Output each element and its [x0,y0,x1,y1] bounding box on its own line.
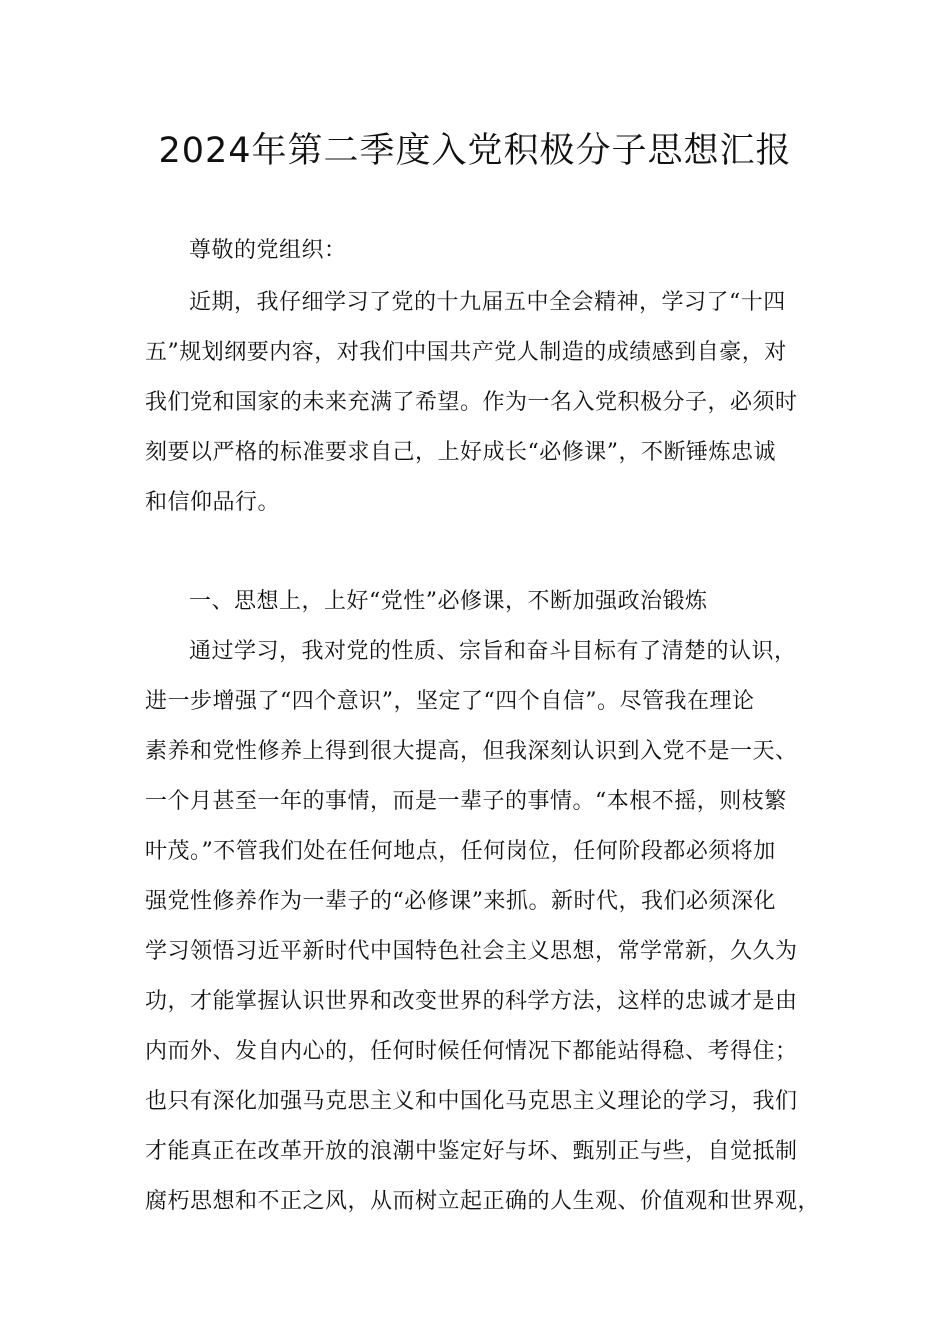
salutation-text: 尊敬的党组织： [189,238,347,263]
section-heading-text: 一、思想上，上好“党性”必修课，不断加强政治锻炼 [189,589,708,614]
text-line: 素养和党性修养上得到很大提高，但我深刻认识到入党不是一天、 [145,739,798,764]
text-line: 才能真正在改革开放的浪潮中鉴定好与坏、甄别正与些，自觉抵制 [145,1139,798,1164]
document-title: 2024年第二季度入党积极分子思想汇报 [158,131,792,171]
text-line: 一个月甚至一年的事情，而是一辈子的事情。“本根不摇，则枝繁 [145,789,787,814]
paragraph-section1 [145,627,821,1227]
text-line: 五”规划纲要内容，对我们中国共产党人制造的成绩感到自豪，对 [145,340,787,365]
text-line: 近期，我仔细学习了党的十九届五中全会精神，学习了“十四 [189,290,786,315]
text-line: 叶茂。”不管我们处在任何地点，任何岗位，任何阶段都必须将加 [145,839,776,864]
section-heading [145,577,817,627]
text-line: 我们党和国家的未来充满了希望。作为一名入党积极分子，必须时 [145,390,798,415]
text-line: 功，才能掌握认识世界和改变世界的科学方法，这样的忠诚才是由 [145,989,798,1014]
text-line: 强党性修养作为一辈子的“必修课”来抓。新时代，我们必须深化 [145,889,776,914]
text-line: 和信仰品行。 [145,490,281,515]
text-line: 腐朽思想和不正之风，从而树立起正确的人生观、价值观和世界观， [145,1189,821,1214]
salutation [145,226,817,276]
text-line: 刻要以严格的标准要求自己，上好成长“必修课”，不断锤炼忠诚 [145,440,776,465]
text-line: 内而外、发自内心的，任何时候任何情况下都能站得稳、考得住； [145,1039,798,1064]
text-line: 通过学习，我对党的性质、宗旨和奋斗目标有了清楚的认识， [189,639,797,664]
text-line: 进一步增强了“四个意识”，坚定了“四个自信”。尽管我在理论 [145,689,755,714]
text-line: 学习领悟习近平新时代中国特色社会主义思想，常学常新，久久为 [145,939,798,964]
paragraph-intro [145,278,817,528]
text-line: 也只有深化加强马克思主义和中国化马克思主义理论的学习，我们 [145,1089,798,1114]
